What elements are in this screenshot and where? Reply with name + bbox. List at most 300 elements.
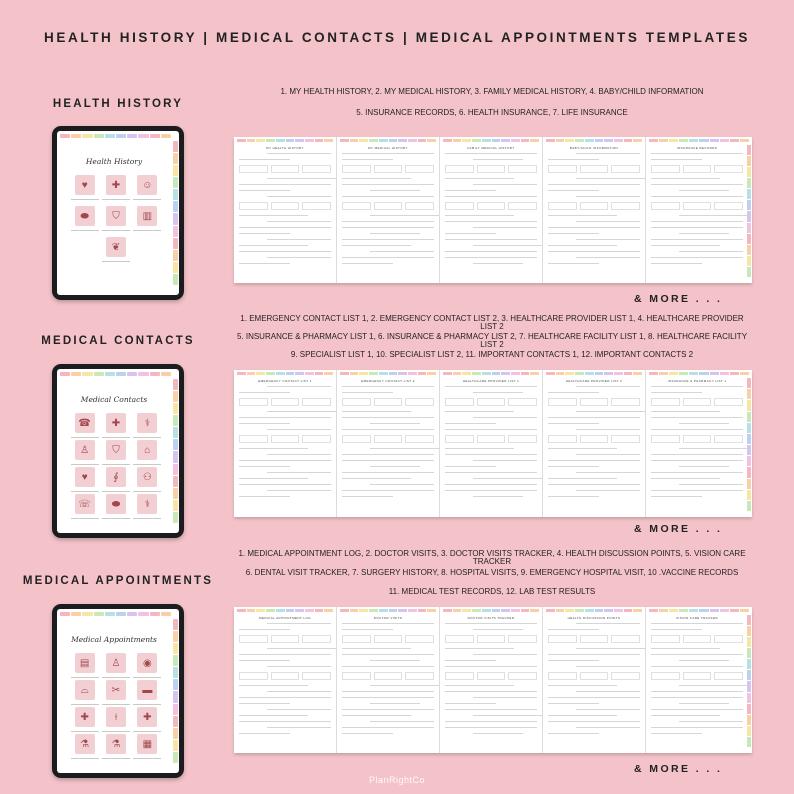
color-tab[interactable] — [747, 467, 751, 477]
color-tab[interactable] — [247, 372, 256, 375]
color-tab[interactable] — [747, 626, 751, 636]
color-tab[interactable] — [633, 139, 642, 142]
color-tab[interactable] — [266, 139, 275, 142]
color-tab[interactable] — [595, 139, 604, 142]
color-tab[interactable] — [462, 372, 471, 375]
color-tab[interactable] — [747, 659, 751, 669]
color-tab[interactable] — [359, 609, 368, 612]
color-tab[interactable] — [585, 139, 594, 142]
color-tab[interactable] — [295, 139, 304, 142]
color-tab[interactable] — [276, 609, 285, 612]
color-tab[interactable] — [747, 726, 751, 736]
color-tab[interactable] — [173, 403, 178, 414]
color-tab[interactable] — [276, 372, 285, 375]
color-tab[interactable] — [369, 609, 378, 612]
color-tab[interactable] — [427, 372, 436, 375]
color-tab[interactable] — [116, 134, 126, 138]
form-line — [679, 685, 748, 686]
color-tab[interactable] — [575, 372, 584, 375]
color-tab[interactable] — [747, 412, 751, 422]
color-tab[interactable] — [116, 372, 126, 376]
field-box — [405, 635, 434, 643]
color-tab[interactable] — [369, 372, 378, 375]
color-tab[interactable] — [747, 200, 751, 210]
form-line — [370, 484, 434, 485]
color-tab[interactable] — [94, 612, 104, 616]
color-tab[interactable] — [720, 139, 729, 142]
color-tab[interactable] — [482, 372, 491, 375]
syringe-icon[interactable]: ⟊ — [106, 707, 126, 727]
color-tab[interactable] — [575, 609, 584, 612]
color-tab[interactable] — [150, 372, 160, 376]
form-line — [651, 733, 702, 734]
color-tab[interactable] — [247, 609, 256, 612]
color-tab[interactable] — [173, 213, 178, 224]
color-tab[interactable] — [359, 372, 368, 375]
color-tab[interactable] — [443, 372, 452, 375]
color-tab[interactable] — [71, 134, 81, 138]
color-tab[interactable] — [173, 691, 178, 702]
color-tab[interactable] — [127, 612, 137, 616]
color-tab[interactable] — [747, 715, 751, 725]
color-tab[interactable] — [247, 139, 256, 142]
color-tab[interactable] — [747, 223, 751, 233]
color-tab[interactable] — [340, 609, 349, 612]
color-tab[interactable] — [427, 609, 436, 612]
color-tab[interactable] — [747, 501, 751, 511]
color-tab[interactable] — [453, 139, 462, 142]
color-tab[interactable] — [565, 372, 574, 375]
color-tab[interactable] — [546, 372, 555, 375]
color-tab[interactable] — [747, 490, 751, 500]
color-tab[interactable] — [150, 134, 160, 138]
color-tab[interactable] — [659, 372, 668, 375]
color-tab[interactable] — [173, 262, 178, 273]
color-tab[interactable] — [720, 372, 729, 375]
page-tabs — [340, 609, 436, 612]
color-tab[interactable] — [443, 139, 452, 142]
doctor-icon[interactable]: ♙ — [106, 653, 126, 673]
color-tab[interactable] — [530, 609, 539, 612]
color-tab[interactable] — [556, 609, 565, 612]
caduceus-icon[interactable]: ⚕ — [137, 494, 157, 514]
calendar-icon[interactable]: ▦ — [137, 734, 157, 754]
color-tab[interactable] — [315, 372, 324, 375]
hand-heart-icon[interactable]: ❦ — [106, 237, 126, 257]
color-tab[interactable] — [60, 134, 70, 138]
color-tab[interactable] — [359, 139, 368, 142]
color-tab[interactable] — [150, 612, 160, 616]
color-tab[interactable] — [633, 609, 642, 612]
color-tab[interactable] — [747, 145, 751, 155]
color-tab[interactable] — [173, 153, 178, 164]
color-tab[interactable] — [730, 609, 739, 612]
color-tab[interactable] — [315, 139, 324, 142]
color-tab[interactable] — [492, 139, 501, 142]
color-tab[interactable] — [418, 139, 427, 142]
form-line — [576, 490, 640, 491]
color-tab[interactable] — [730, 372, 739, 375]
color-tab[interactable] — [237, 372, 246, 375]
color-tab[interactable] — [747, 389, 751, 399]
color-tab[interactable] — [350, 609, 359, 612]
color-tab[interactable] — [286, 372, 295, 375]
color-tab[interactable] — [82, 612, 92, 616]
color-tab[interactable] — [747, 648, 751, 658]
caduceus-icon[interactable]: ⚕ — [137, 413, 157, 433]
color-tab[interactable] — [747, 234, 751, 244]
color-tab[interactable] — [398, 609, 407, 612]
color-tab[interactable] — [624, 139, 633, 142]
color-tab[interactable] — [173, 740, 178, 751]
color-tab[interactable] — [624, 609, 633, 612]
color-tab[interactable] — [398, 139, 407, 142]
field-box — [508, 672, 537, 680]
medical-cross-icon[interactable]: ✚ — [106, 175, 126, 195]
color-tab[interactable] — [60, 372, 70, 376]
color-tab[interactable] — [105, 612, 115, 616]
color-tab[interactable] — [530, 139, 539, 142]
color-tab[interactable] — [511, 609, 520, 612]
color-tab[interactable] — [482, 139, 491, 142]
color-tab[interactable] — [453, 609, 462, 612]
heart-pulse-icon[interactable]: ♥ — [75, 175, 95, 195]
color-tab[interactable] — [173, 752, 178, 763]
color-tab[interactable] — [521, 372, 530, 375]
color-tab[interactable] — [173, 464, 178, 475]
pills-icon[interactable]: ⬬ — [75, 206, 95, 226]
color-tab[interactable] — [689, 609, 698, 612]
color-tab[interactable] — [105, 372, 115, 376]
trash-icon[interactable]: ▥ — [137, 206, 157, 226]
color-tab[interactable] — [747, 693, 751, 703]
color-tab[interactable] — [747, 670, 751, 680]
color-tab[interactable] — [173, 141, 178, 152]
color-tab[interactable] — [173, 500, 178, 511]
color-tab[interactable] — [408, 609, 417, 612]
color-tab[interactable] — [286, 609, 295, 612]
shield-icon[interactable]: ⛉ — [106, 440, 126, 460]
color-tab[interactable] — [710, 139, 719, 142]
color-tab[interactable] — [492, 372, 501, 375]
color-tab[interactable] — [501, 372, 510, 375]
phone-icon[interactable]: ☎ — [75, 413, 95, 433]
eye-icon[interactable]: ◉ — [137, 653, 157, 673]
color-tab[interactable] — [173, 391, 178, 402]
color-tab[interactable] — [472, 609, 481, 612]
color-tab[interactable] — [501, 139, 510, 142]
color-tab[interactable] — [315, 609, 324, 612]
color-tab[interactable] — [699, 609, 708, 612]
pills-icon[interactable]: ⬬ — [106, 494, 126, 514]
color-tab[interactable] — [138, 372, 148, 376]
color-tab[interactable] — [286, 139, 295, 142]
icon-caption-line — [71, 437, 99, 438]
heart-pulse-icon[interactable]: ♥ — [75, 467, 95, 487]
color-tab[interactable] — [462, 139, 471, 142]
form-line — [370, 215, 439, 216]
page-tabs — [237, 372, 333, 375]
color-tab[interactable] — [256, 139, 265, 142]
color-tab[interactable] — [740, 139, 749, 142]
color-tab[interactable] — [624, 372, 633, 375]
color-tab[interactable] — [379, 372, 388, 375]
color-tab[interactable] — [747, 400, 751, 410]
color-tab[interactable] — [747, 479, 751, 489]
medical-cross-icon[interactable]: ✚ — [106, 413, 126, 433]
color-tab[interactable] — [71, 612, 81, 616]
color-tab[interactable] — [173, 716, 178, 727]
color-tab[interactable] — [659, 609, 668, 612]
color-tab[interactable] — [173, 728, 178, 739]
color-tab[interactable] — [501, 609, 510, 612]
color-tab[interactable] — [324, 139, 333, 142]
surgery-icon[interactable]: ✂ — [106, 680, 126, 700]
color-tab[interactable] — [173, 250, 178, 261]
color-tab[interactable] — [511, 139, 520, 142]
color-tab[interactable] — [740, 609, 749, 612]
color-tab[interactable] — [720, 609, 729, 612]
color-tab[interactable] — [747, 615, 751, 625]
color-tab[interactable] — [604, 139, 613, 142]
color-tab[interactable] — [105, 134, 115, 138]
color-tab[interactable] — [161, 372, 171, 376]
ambulance-icon[interactable]: ✚ — [75, 707, 95, 727]
hospital-bed-icon[interactable]: ▬ — [137, 680, 157, 700]
color-tab[interactable] — [94, 134, 104, 138]
color-tab[interactable] — [173, 427, 178, 438]
color-tab[interactable] — [730, 139, 739, 142]
color-tab[interactable] — [173, 476, 178, 487]
color-tab[interactable] — [237, 609, 246, 612]
test-tube-icon[interactable]: ⚗ — [75, 734, 95, 754]
color-tab[interactable] — [614, 372, 623, 375]
color-tab[interactable] — [138, 612, 148, 616]
color-tab[interactable] — [379, 139, 388, 142]
color-tab[interactable] — [565, 609, 574, 612]
color-tab[interactable] — [649, 139, 658, 142]
color-tab[interactable] — [60, 612, 70, 616]
shield-icon[interactable]: ⛉ — [106, 206, 126, 226]
color-tab[interactable] — [173, 238, 178, 249]
color-tab[interactable] — [389, 609, 398, 612]
color-tab[interactable] — [173, 189, 178, 200]
field-box-row — [651, 398, 743, 406]
color-tab[interactable] — [472, 139, 481, 142]
people-icon[interactable]: ⚇ — [137, 467, 157, 487]
color-tab[interactable] — [340, 139, 349, 142]
color-tab[interactable] — [747, 156, 751, 166]
color-tab[interactable] — [472, 372, 481, 375]
color-tab[interactable] — [521, 609, 530, 612]
color-tab[interactable] — [689, 372, 698, 375]
lab-icon[interactable]: ⚗ — [106, 734, 126, 754]
color-tab[interactable] — [173, 488, 178, 499]
color-tab[interactable] — [747, 245, 751, 255]
color-tab[interactable] — [633, 372, 642, 375]
color-tab[interactable] — [556, 372, 565, 375]
color-tab[interactable] — [173, 704, 178, 715]
color-tab[interactable] — [699, 139, 708, 142]
color-tab[interactable] — [389, 372, 398, 375]
color-tab[interactable] — [173, 415, 178, 426]
color-tab[interactable] — [747, 189, 751, 199]
color-tab[interactable] — [138, 134, 148, 138]
color-tab[interactable] — [689, 139, 698, 142]
color-tab[interactable] — [173, 439, 178, 450]
color-tab[interactable] — [614, 139, 623, 142]
color-tab[interactable] — [747, 681, 751, 691]
color-tab[interactable] — [604, 372, 613, 375]
color-tab[interactable] — [295, 609, 304, 612]
color-tab[interactable] — [173, 679, 178, 690]
color-tab[interactable] — [453, 372, 462, 375]
color-tab[interactable] — [649, 609, 658, 612]
color-tab[interactable] — [511, 372, 520, 375]
color-tab[interactable] — [595, 609, 604, 612]
color-tab[interactable] — [595, 372, 604, 375]
color-tab[interactable] — [747, 167, 751, 177]
color-tab[interactable] — [173, 512, 178, 523]
color-tab[interactable] — [173, 655, 178, 666]
color-tab[interactable] — [710, 372, 719, 375]
color-tab[interactable] — [482, 609, 491, 612]
template-page — [646, 370, 752, 517]
color-tab[interactable] — [546, 139, 555, 142]
color-tab[interactable] — [173, 274, 178, 285]
color-tab[interactable] — [521, 139, 530, 142]
color-tab[interactable] — [340, 372, 349, 375]
color-tab[interactable] — [747, 456, 751, 466]
color-tab[interactable] — [556, 139, 565, 142]
doctor-icon[interactable]: ♙ — [75, 440, 95, 460]
color-tab[interactable] — [173, 619, 178, 630]
color-tab[interactable] — [173, 165, 178, 176]
color-tab[interactable] — [276, 139, 285, 142]
color-tab[interactable] — [173, 643, 178, 654]
color-tab[interactable] — [546, 609, 555, 612]
color-tab[interactable] — [350, 139, 359, 142]
color-tab[interactable] — [747, 704, 751, 714]
color-tab[interactable] — [747, 637, 751, 647]
color-tab[interactable] — [418, 372, 427, 375]
color-tab[interactable] — [492, 609, 501, 612]
clipboard-icon[interactable]: ▤ — [75, 653, 95, 673]
color-tab[interactable] — [747, 434, 751, 444]
color-tab[interactable] — [173, 667, 178, 678]
color-tab[interactable] — [747, 737, 751, 747]
color-tab[interactable] — [82, 372, 92, 376]
color-tab[interactable] — [305, 139, 314, 142]
color-tab[interactable] — [173, 631, 178, 642]
color-tab[interactable] — [679, 139, 688, 142]
color-tab[interactable] — [669, 139, 678, 142]
color-tab[interactable] — [173, 177, 178, 188]
color-tab[interactable] — [237, 139, 246, 142]
color-tab[interactable] — [324, 609, 333, 612]
color-tab[interactable] — [305, 372, 314, 375]
color-tab[interactable] — [256, 372, 265, 375]
color-tab[interactable] — [747, 423, 751, 433]
color-tab[interactable] — [669, 372, 678, 375]
color-tab[interactable] — [116, 612, 126, 616]
color-tab[interactable] — [408, 372, 417, 375]
field-box — [342, 635, 371, 643]
color-tab[interactable] — [747, 211, 751, 221]
color-tab[interactable] — [266, 609, 275, 612]
color-tab[interactable] — [585, 372, 594, 375]
color-tab[interactable] — [604, 609, 613, 612]
color-tab[interactable] — [747, 445, 751, 455]
color-tab[interactable] — [565, 139, 574, 142]
stethoscope-icon[interactable]: ∮ — [106, 467, 126, 487]
color-tab[interactable] — [740, 372, 749, 375]
color-tab[interactable] — [427, 139, 436, 142]
hospital-icon[interactable]: ⌂ — [137, 440, 157, 460]
color-tab[interactable] — [127, 372, 137, 376]
color-tab[interactable] — [173, 379, 178, 390]
color-tab[interactable] — [161, 612, 171, 616]
color-tab[interactable] — [389, 139, 398, 142]
form-line — [651, 460, 743, 461]
color-tab[interactable] — [266, 372, 275, 375]
color-tab[interactable] — [256, 609, 265, 612]
color-tab[interactable] — [127, 134, 137, 138]
color-tab[interactable] — [530, 372, 539, 375]
color-tab[interactable] — [747, 378, 751, 388]
color-tab[interactable] — [418, 609, 427, 612]
color-tab[interactable] — [369, 139, 378, 142]
color-tab[interactable] — [350, 372, 359, 375]
color-tab[interactable] — [649, 372, 658, 375]
color-tab[interactable] — [324, 372, 333, 375]
color-tab[interactable] — [379, 609, 388, 612]
color-tab[interactable] — [173, 226, 178, 237]
color-tab[interactable] — [398, 372, 407, 375]
color-tab[interactable] — [173, 201, 178, 212]
color-tab[interactable] — [408, 139, 417, 142]
color-tab[interactable] — [747, 256, 751, 266]
tooth-icon[interactable]: ⌓ — [75, 680, 95, 700]
field-box — [611, 165, 640, 173]
color-tab[interactable] — [747, 178, 751, 188]
form-line — [651, 490, 743, 491]
contact-icon[interactable]: ☏ — [75, 494, 95, 514]
color-tab[interactable] — [82, 134, 92, 138]
color-tab[interactable] — [575, 139, 584, 142]
color-tab[interactable] — [94, 372, 104, 376]
color-tab[interactable] — [679, 372, 688, 375]
color-tab[interactable] — [295, 372, 304, 375]
color-tab[interactable] — [710, 609, 719, 612]
icon-caption-line — [102, 731, 130, 732]
color-tab[interactable] — [462, 609, 471, 612]
color-tab[interactable] — [71, 372, 81, 376]
color-tab[interactable] — [659, 139, 668, 142]
color-tab[interactable] — [699, 372, 708, 375]
medical-cross-icon[interactable]: ✚ — [137, 707, 157, 727]
color-tab[interactable] — [614, 609, 623, 612]
color-tab[interactable] — [669, 609, 678, 612]
color-tab[interactable] — [305, 609, 314, 612]
color-tab[interactable] — [161, 134, 171, 138]
color-tab[interactable] — [443, 609, 452, 612]
color-tab[interactable] — [747, 267, 751, 277]
color-tab[interactable] — [679, 609, 688, 612]
baby-icon[interactable]: ☺ — [137, 175, 157, 195]
color-tab[interactable] — [585, 609, 594, 612]
color-tab[interactable] — [173, 451, 178, 462]
